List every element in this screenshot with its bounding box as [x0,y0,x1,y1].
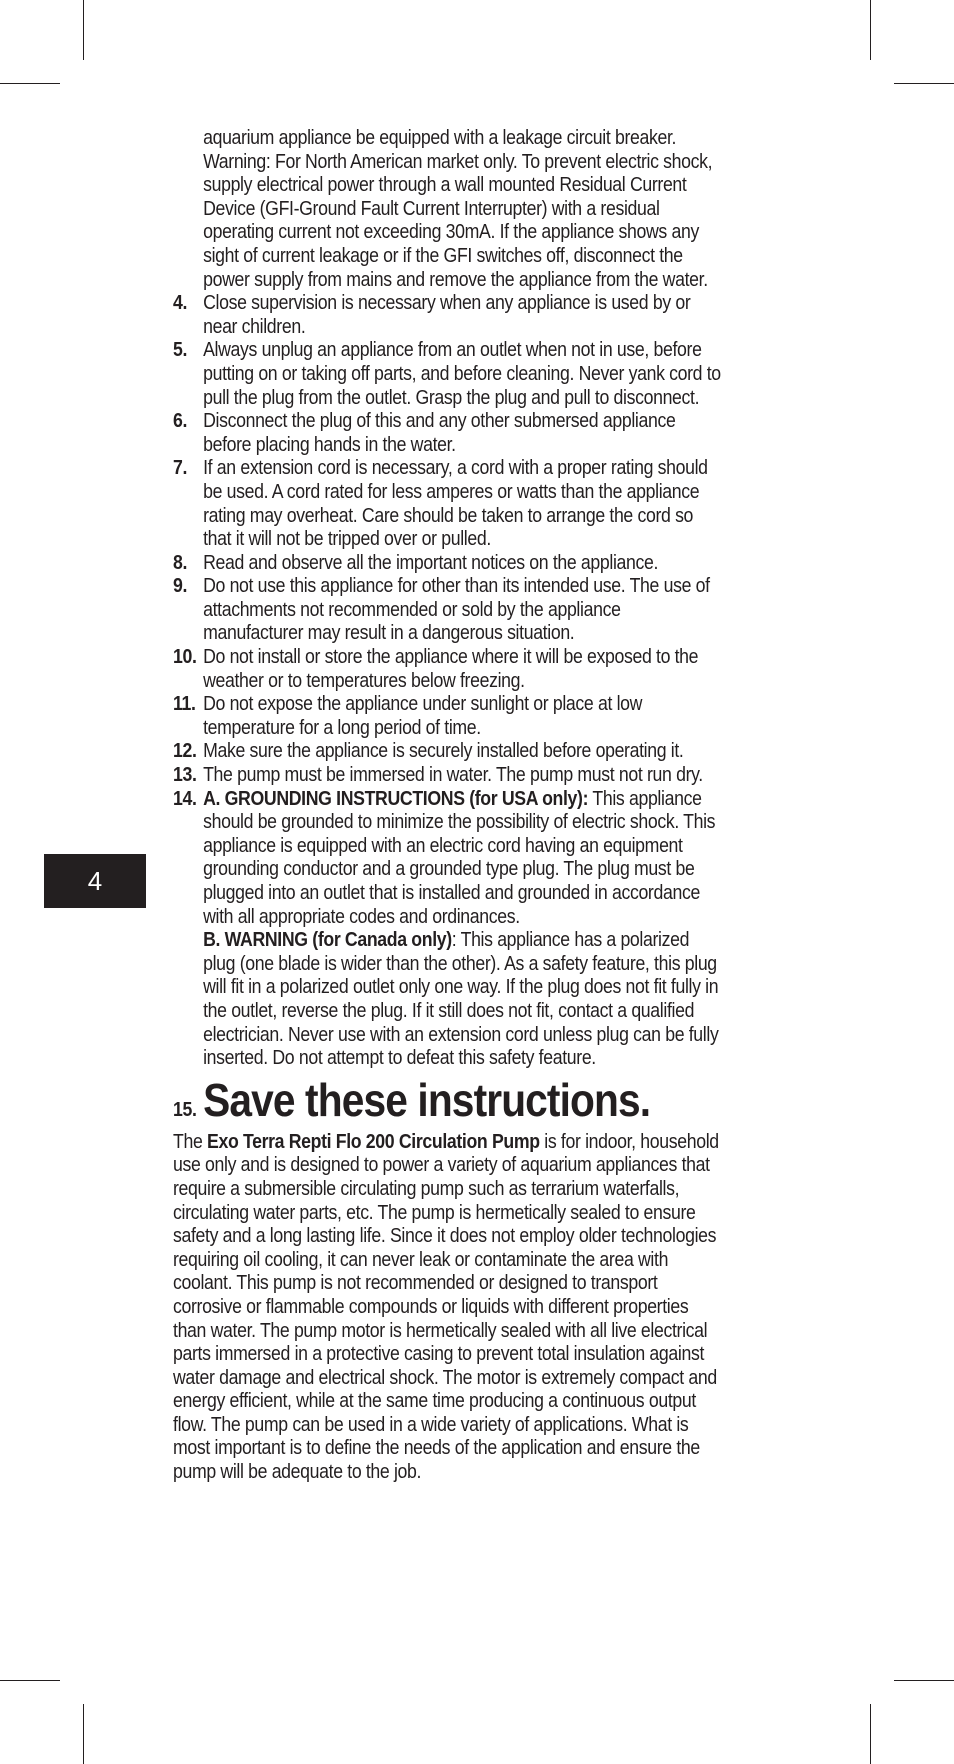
grounding-heading: A. GROUNDING INSTRUCTIONS (for USA only): [203,787,589,810]
section-heading: Save these instructions. [203,1073,651,1126]
list-item [173,646,722,693]
description-paragraph [173,1131,722,1485]
list-item-15 [173,1075,722,1125]
grounding-paragraph [203,788,722,930]
item-number: 10. [173,646,197,669]
warning-heading: B. WARNING (for Canada only) [203,929,452,952]
list-item [173,693,722,740]
description-lead: The [173,1130,208,1153]
crop-mark [870,0,871,60]
numbered-list [173,292,722,787]
item-number: 6. [173,410,188,433]
product-name: Exo Terra Repti Flo 200 Circulation Pump [207,1130,540,1153]
intro-paragraph: aquarium appliance be equipped with a leakage circuit breaker. Warning: For North American market only. To prevent electric shock, supply electrical power through a wall mounted Residual Current Device (GFI-Ground Fault Current Interrupter) with a residual operating current not exceeding 30mA. If the appliance shows any sight of current leakage or if the GFI switches off, disconnect the power supply from mains and remove the appliance from the water. [203,127,713,291]
item-number: 4. [173,292,188,315]
description-text: is for indoor, household use only and is designed to power a variety of aquarium appliances that require a submersible circulating pump such as terrarium waterfalls, circulating water parts, etc. The pump is hermetically sealed to ensure safety and a long lasting life. Since it does not employ older technologies requiring oil cooling, it can never leak or contaminate the area with coolant. This pump is not recommended or designed to transport corrosive or flammable compounds or liquids with different properties than water. The pump motor is hermetically sealed with all live electrical parts immersed in a protective casing to prevent total insulation against water damage and electrical shock. The motor is extremely compact and energy efficient, while at the same time producing a continuous output flow. The pump can be used in a wide variety of applications. What is most important is to define the needs of the application and ensure the pump will be adequate to the job. [173,1130,719,1484]
list-item [173,410,722,457]
crop-mark [0,1680,60,1681]
page-number-tab [44,854,146,908]
list-item [173,764,722,788]
item-number: 12. [173,740,197,763]
crop-mark [894,1680,954,1681]
item-text: Do not use this appliance for other than its intended use. The use of attachments not recommended or sold by the appliance manufacturer may result in a dangerous situation. [203,575,710,645]
item-number: 9. [173,575,188,598]
list-item [173,552,722,576]
item-text: Always unplug an appliance from an outlet when not in use, before putting on or taking off parts, and before cleaning. Never yank cord to pull the plug from the outlet. Grasp the plug and pull to disconnect. [203,339,721,409]
page-number: 4 [87,865,103,896]
item-body [203,788,722,1071]
item-text: Do not install or store the appliance where it will be exposed to the weather or to temperatures below freezing. [203,646,699,692]
item-text: Make sure the appliance is securely installed before operating it. [203,740,684,763]
list-item-14 [173,788,722,1071]
item-number: 14. [173,787,197,810]
grounding-text: This appliance should be grounded to minimize the possibility of electric shock. This appliance is equipped with an electric cord having an equipment grounding conductor and a grounded type plug. The plug must be plugged into an outlet that is installed and grounded in accordance with all appropriate codes and ordinances. [203,787,716,928]
item-number: 7. [173,457,188,480]
item-text: Disconnect the plug of this and any other submersed appliance before placing hands in the water. [203,410,676,456]
item-text: The pump must be immersed in water. The pump must not run dry. [203,764,703,787]
crop-mark [83,0,84,60]
item-number: 11. [173,693,196,716]
document-body [173,127,722,1485]
crop-mark [83,1704,84,1764]
item-text: Close supervision is necessary when any appliance is used by or near children. [203,292,691,338]
list-item [173,339,722,410]
warning-paragraph [203,929,722,1071]
item-text: If an extension cord is necessary, a cord with a proper rating should be used. A cord rated for less amperes or watts than the appliance rating may overheat. Care should be taken to arrange the cord so that it will not be tripped over or pulled. [203,457,708,551]
warning-text: : This appliance has a polarized plug (one blade is wider than the other). As a safety feature, this plug will fit in a polarized outlet only one way. If the plug does not fit fully in the outlet, reverse the plug. If it still does not fit, contact a qualified electrician. Never use with an extension cord unless plug can be fully inserted. Do not attempt to defeat this safety feature. [203,929,719,1070]
item-number: 13. [173,764,197,787]
crop-mark [870,1704,871,1764]
item-number: 5. [173,339,188,362]
crop-mark [0,83,60,84]
item-number: 15. [173,1098,197,1121]
item-text: Read and observe all the important notices on the appliance. [203,551,659,574]
item-text: Do not expose the appliance under sunlight or place at low temperature for a long period of time. [203,693,643,739]
list-item [173,457,722,551]
item-number: 8. [173,551,188,574]
crop-mark [894,83,954,84]
list-item [173,292,722,339]
list-item [173,740,722,764]
list-item [173,575,722,646]
